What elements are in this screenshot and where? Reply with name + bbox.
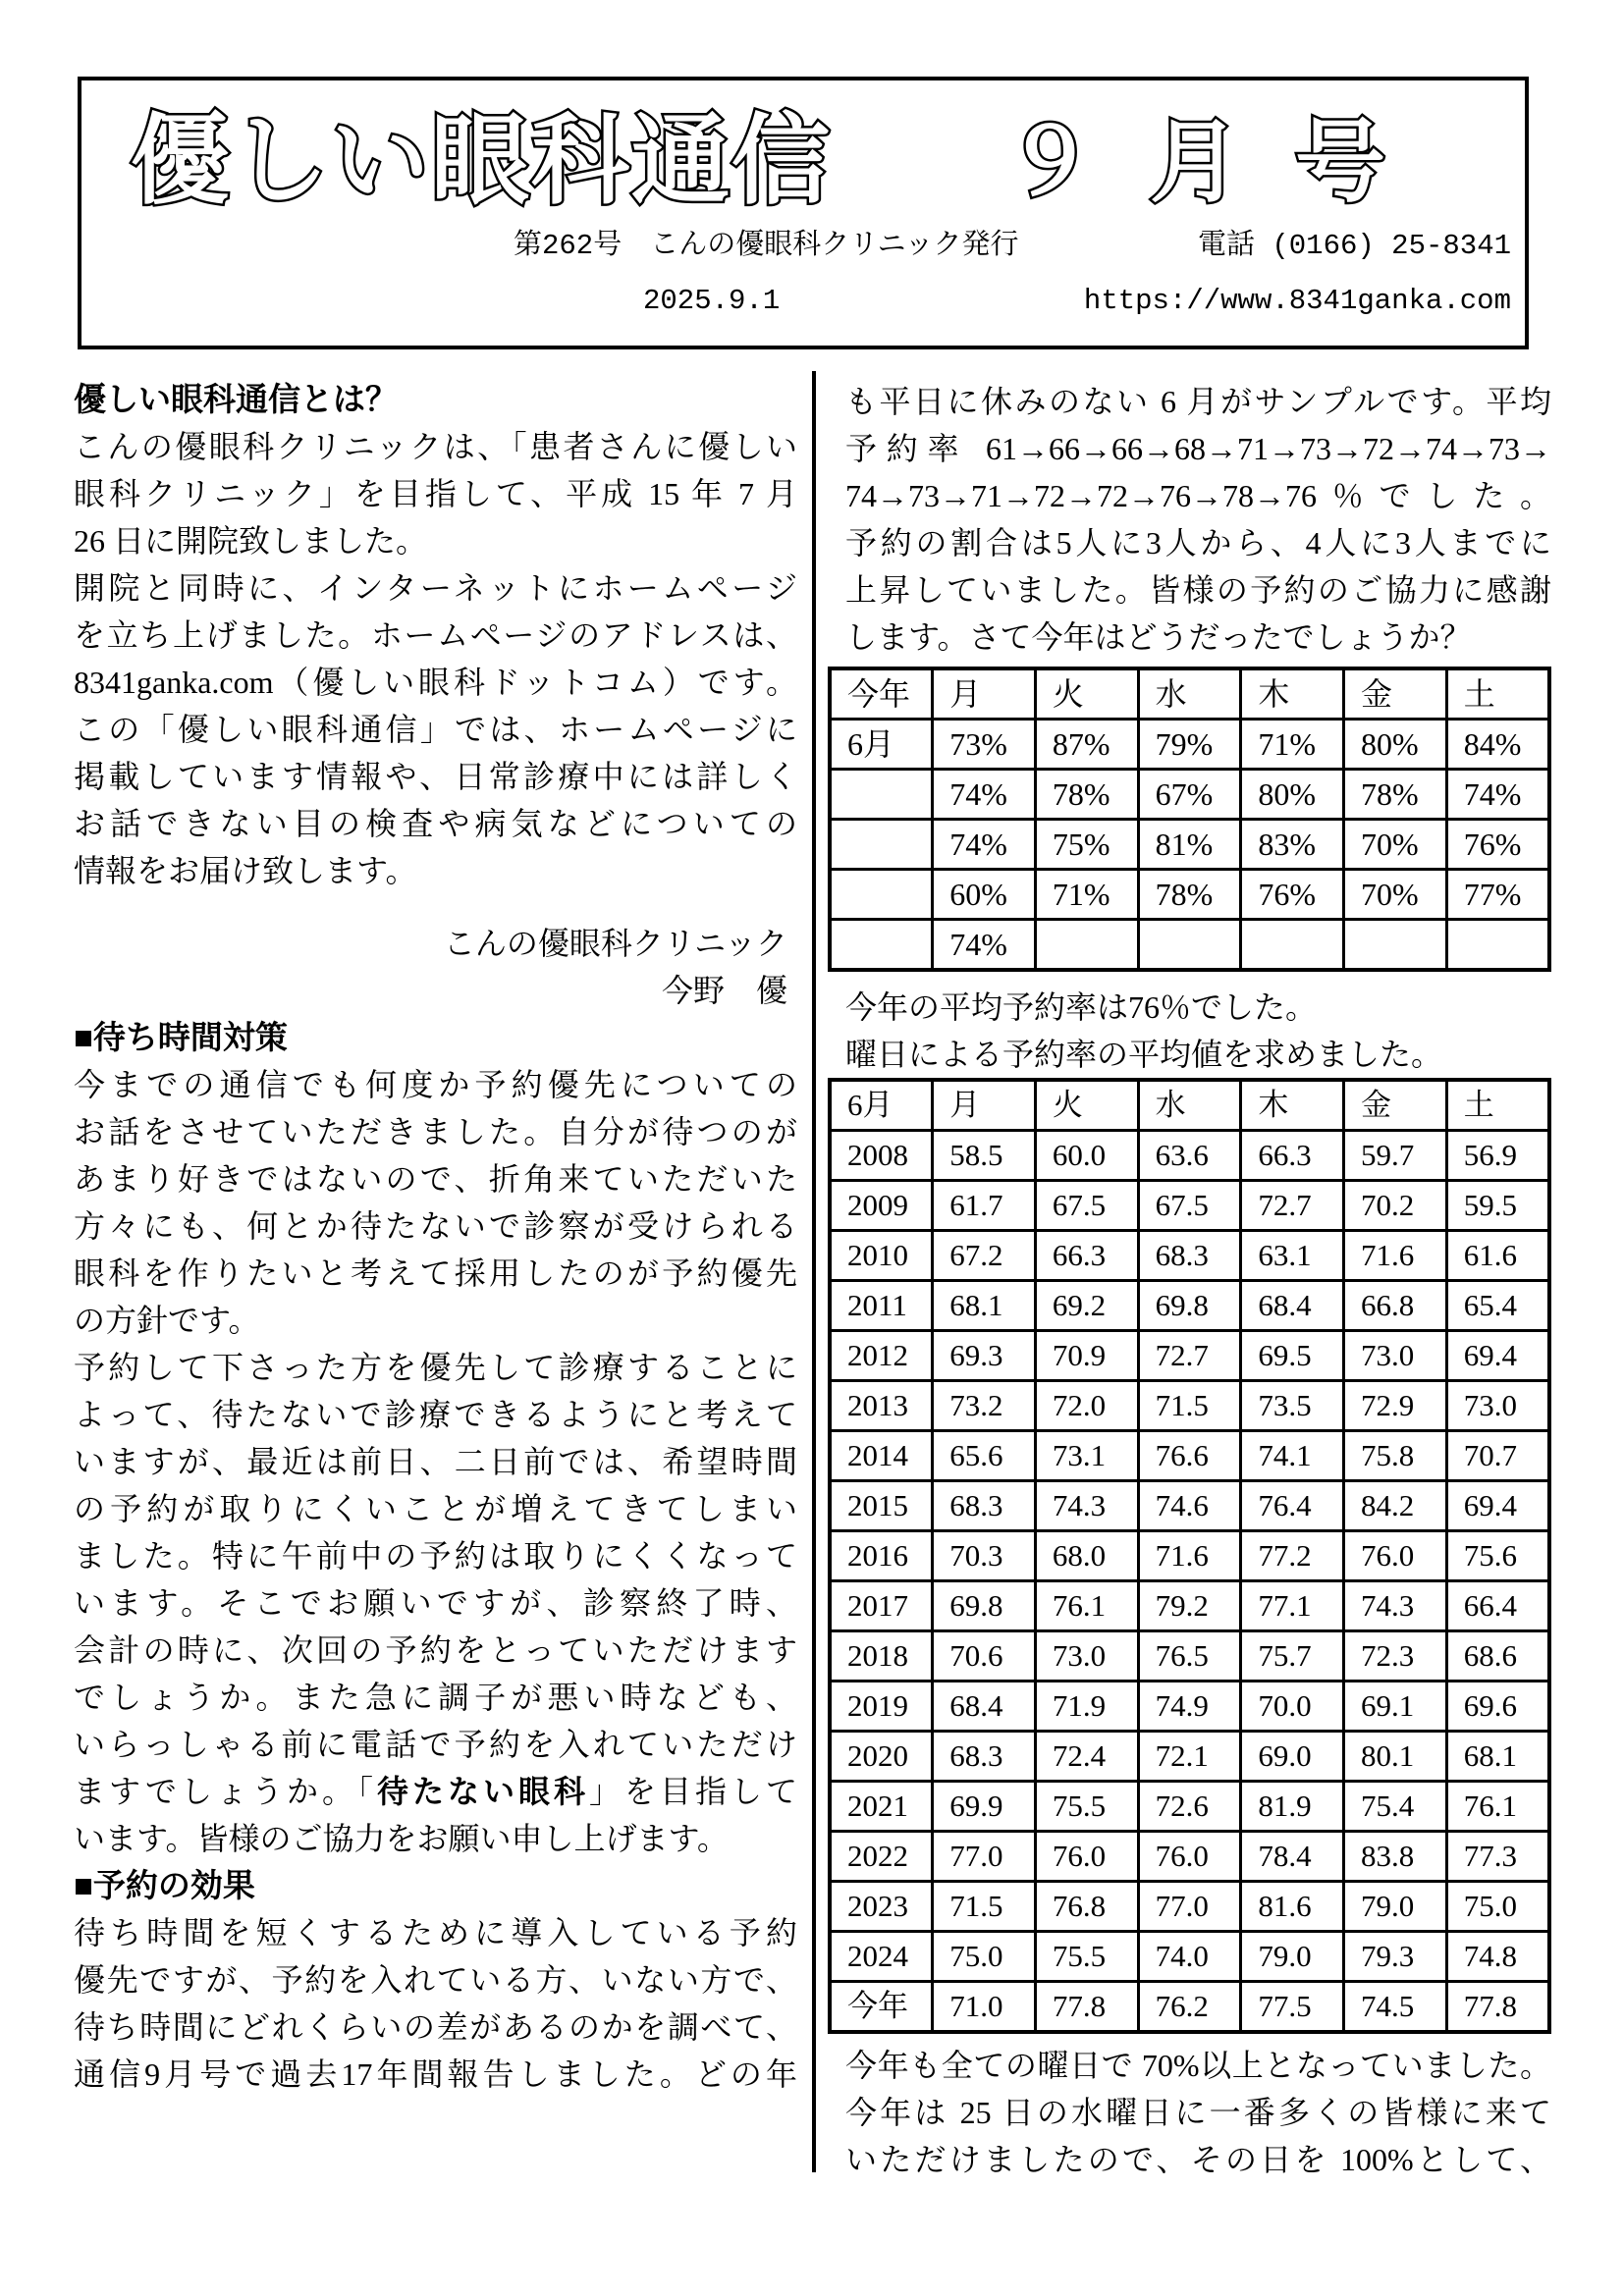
table-cell: 2017 [830, 1581, 933, 1631]
table-cell: 71.0 [933, 1982, 1036, 2033]
table-cell: 74.1 [1241, 1431, 1344, 1481]
table-cell: 2008 [830, 1131, 933, 1181]
text-line: 今年も全ての曜日で 70%以上となっていました。 [845, 2048, 1551, 2083]
text-line: お話できない目の検査や病気などについての [74, 806, 797, 841]
table-cell: 72.1 [1138, 1732, 1241, 1782]
table-cell: 68.0 [1035, 1531, 1138, 1581]
table-cell: 77.2 [1241, 1531, 1344, 1581]
table-cell: 77.1 [1241, 1581, 1344, 1631]
table-cell: 77.3 [1446, 1832, 1549, 1882]
table-cell: 68.1 [933, 1281, 1036, 1331]
table-cell: 木 [1241, 668, 1344, 720]
table-cell: 83% [1241, 820, 1344, 870]
text-line: あまり好きではないので、折角来ていただいた [74, 1161, 797, 1197]
table-cell: 69.4 [1446, 1331, 1549, 1381]
table-cell: 月 [933, 1080, 1036, 1131]
text-line: いますが、最近は前日、二日前では、希望時間 [74, 1444, 797, 1479]
table-cell: 74.6 [1138, 1481, 1241, 1531]
table-cell: 77.8 [1035, 1982, 1138, 2033]
table-cell: 75.0 [933, 1932, 1036, 1982]
table-cell: 80% [1241, 770, 1344, 820]
table-cell: 61.7 [933, 1181, 1036, 1231]
table-cell: 60% [933, 870, 1036, 920]
table-cell: 79% [1138, 720, 1241, 770]
text-line: 方々にも、何とか待たないで診察が受けられる [74, 1208, 797, 1244]
table-cell: 81.9 [1241, 1782, 1344, 1832]
table-cell: 76.1 [1446, 1782, 1549, 1832]
text-line: します。さて今年はどうだったでしょうか？ [845, 619, 1472, 655]
text-line: 予約率 61→66→66→68→71→73→72→74→73→ [845, 431, 1551, 466]
table-row [830, 720, 1549, 770]
table-cell: 73.0 [1344, 1331, 1447, 1381]
table-cell: 2016 [830, 1531, 933, 1581]
table-cell: 68.3 [933, 1481, 1036, 1531]
table-cell: 78% [1344, 770, 1447, 820]
table-cell: 72.4 [1035, 1732, 1138, 1782]
table-cell: 2023 [830, 1882, 933, 1932]
table-cell: 76% [1446, 820, 1549, 870]
text-line: いただけましたので、その日を 100%として、 [845, 2142, 1551, 2177]
table-cell: 76.4 [1241, 1481, 1344, 1531]
intro-paragraphs [828, 378, 1551, 661]
text-line: 眼科を作りたいと考えて採用したのが予約優先 [74, 1255, 797, 1291]
table-cell: 77.8 [1446, 1982, 1549, 2033]
table-cell: 6月 [830, 1080, 933, 1131]
table-cell: 79.0 [1344, 1882, 1447, 1932]
table-cell: 2009 [830, 1181, 933, 1231]
table-cell: 土 [1446, 668, 1549, 720]
table-cell: 66.8 [1344, 1281, 1447, 1331]
table-cell: 69.9 [933, 1782, 1036, 1832]
table-cell: 63.1 [1241, 1231, 1344, 1281]
table-cell: 2018 [830, 1631, 933, 1682]
table-cell: 76% [1241, 870, 1344, 920]
table-cell: 77.0 [1138, 1882, 1241, 1932]
table-cell: 65.6 [933, 1431, 1036, 1481]
table-cell: 67% [1138, 770, 1241, 820]
table-cell: 79.0 [1241, 1932, 1344, 1982]
table-cell: 78% [1035, 770, 1138, 820]
table-cell: 69.0 [1241, 1732, 1344, 1782]
table-cell: 74% [933, 820, 1036, 870]
text-line: の方針です。 [74, 1303, 260, 1338]
table-cell: 71.5 [933, 1882, 1036, 1932]
issue-number-line: 第262号 こんの優眼科クリニック発行 [514, 230, 1019, 262]
table-cell: 59.5 [1446, 1181, 1549, 1231]
table-row [830, 920, 1549, 971]
table-cell: 69.8 [1138, 1281, 1241, 1331]
table-cell: 74% [933, 770, 1036, 820]
table-cell: 56.9 [1446, 1131, 1549, 1181]
text-line: 通信9月号で過去17年間報告しました。どの年 [74, 2056, 797, 2092]
table-cell: 68.4 [933, 1682, 1036, 1732]
table-cell: 68.4 [1241, 1281, 1344, 1331]
table-row [830, 1732, 1549, 1782]
table-cell: 今年 [830, 1982, 933, 2033]
table-cell: 71.9 [1035, 1682, 1138, 1732]
table-cell: 70% [1344, 820, 1447, 870]
table-cell: 76.2 [1138, 1982, 1241, 2033]
table-cell: 75.8 [1344, 1431, 1447, 1481]
text-line: 情報をお届け致します。 [74, 853, 417, 888]
website-url: https://www.8341ganka.com [1083, 285, 1511, 317]
table-cell: 73.5 [1241, 1381, 1344, 1431]
table-cell: 75.0 [1446, 1882, 1549, 1932]
table-cell: 83.8 [1344, 1832, 1447, 1882]
table-cell: 74.9 [1138, 1682, 1241, 1732]
text-line: でしょうか。また急に調子が悪い時なども、 [74, 1680, 797, 1715]
table-cell: 72.6 [1138, 1782, 1241, 1832]
table-cell: 72.7 [1241, 1181, 1344, 1231]
table-cell: 2021 [830, 1782, 933, 1832]
table-row [830, 1631, 1549, 1682]
table-row [830, 1932, 1549, 1982]
table-cell: 65.4 [1446, 1281, 1549, 1331]
table-cell: 61.6 [1446, 1231, 1549, 1281]
table-cell: 70% [1344, 870, 1447, 920]
table-row [830, 1181, 1549, 1231]
table-cell [830, 870, 933, 920]
section-heading-wait-time: ■待ち時間対策 [74, 1019, 288, 1055]
table-cell: 75.4 [1344, 1782, 1447, 1832]
table-cell: 70.3 [933, 1531, 1036, 1581]
table-cell: 79.2 [1138, 1581, 1241, 1631]
table-row [830, 1882, 1549, 1932]
table-cell: 75% [1035, 820, 1138, 870]
table-cell: 66.3 [1241, 1131, 1344, 1181]
table-cell [830, 920, 933, 971]
table-cell: 金 [1344, 1080, 1447, 1131]
table-cell: 72.0 [1035, 1381, 1138, 1431]
table-row [830, 1832, 1549, 1882]
table-cell: 87% [1035, 720, 1138, 770]
table-cell: 67.5 [1035, 1181, 1138, 1231]
text-line: 優先ですが、予約を入れている方、いない方で、 [74, 1962, 797, 1998]
text-line: 眼科クリニック」を目指して、平成 15 年 7 月 [74, 476, 797, 511]
text-line: ました。特に午前中の予約は取りにくくなって [74, 1538, 797, 1574]
table-cell: 74.0 [1138, 1932, 1241, 1982]
table-cell: 水 [1138, 668, 1241, 720]
table-cell: 2022 [830, 1832, 933, 1882]
text-line: います。皆様のご協力をお願い申し上げます。 [74, 1821, 729, 1856]
table-cell: 63.6 [1138, 1131, 1241, 1181]
table-cell: 84% [1446, 720, 1549, 770]
table-cell: 71.6 [1344, 1231, 1447, 1281]
table-cell: 69.8 [933, 1581, 1036, 1631]
table-cell: 72.3 [1344, 1631, 1447, 1682]
newsletter-title: 優しい眼科通信 [131, 106, 832, 216]
table-cell: 2011 [830, 1281, 933, 1331]
table-cell: 68.6 [1446, 1631, 1549, 1682]
table-cell: 74.3 [1035, 1481, 1138, 1531]
header-box [78, 77, 1529, 349]
table-cell: 68.3 [933, 1732, 1036, 1782]
right-column [828, 378, 1551, 2183]
text-line: 掲載しています情報や、日常診療中には詳しく [74, 759, 797, 794]
table-cell: 75.6 [1446, 1531, 1549, 1581]
weekday-average-note: 曜日による予約率の平均値を求めました。 [845, 1037, 1443, 1072]
table-cell: 77.5 [1241, 1982, 1344, 2033]
table-cell: 土 [1446, 1080, 1549, 1131]
issue-month-badge: ９月号 [1004, 113, 1441, 213]
table-cell: 2024 [830, 1932, 933, 1982]
about-paragraphs [74, 423, 797, 894]
table-cell [1138, 920, 1241, 971]
table-cell: 80% [1344, 720, 1447, 770]
table-cell: 76.0 [1035, 1832, 1138, 1882]
text-line: 上昇していました。皆様の予約のご協力に感謝 [845, 572, 1551, 608]
table-cell: 76.0 [1344, 1531, 1447, 1581]
text-line: 74→73→71→72→72→76→78→76％でした。 [845, 478, 1551, 513]
table-cell: 84.2 [1344, 1481, 1447, 1531]
table-cell: 6月 [830, 720, 933, 770]
table-cell: 68.3 [1138, 1231, 1241, 1281]
table-row [830, 1682, 1549, 1732]
text-line: 待ち時間を短くするために導入している予約 [74, 1915, 797, 1950]
table-cell: 71% [1241, 720, 1344, 770]
table-cell: 69.3 [933, 1331, 1036, 1381]
reservation-rate-table-by-year [828, 1078, 1551, 2034]
table-cell: 59.7 [1344, 1131, 1447, 1181]
table-cell: 76.8 [1035, 1882, 1138, 1932]
text-line: こんの優眼科クリニックは、「患者さんに優しい [74, 429, 797, 464]
table-cell: 2014 [830, 1431, 933, 1481]
table-cell [830, 820, 933, 870]
table-cell [1344, 920, 1447, 971]
text-line: 26 日に開院致しました。 [74, 523, 428, 559]
text-line: 開院と同時に、インターネットにホームページ [74, 570, 797, 606]
text-line: 今までの通信でも何度か予約優先についての [74, 1067, 797, 1102]
table-cell: 69.1 [1344, 1682, 1447, 1732]
table-cell: 71% [1035, 870, 1138, 920]
text-line: この「優しい眼科通信」では、ホームページに [74, 712, 797, 747]
table-row [830, 668, 1549, 720]
table-cell: 70.6 [933, 1631, 1036, 1682]
table-cell: 火 [1035, 668, 1138, 720]
table-cell: 火 [1035, 1080, 1138, 1131]
table-cell: 2010 [830, 1231, 933, 1281]
table-row [830, 1982, 1549, 2033]
table-row [830, 820, 1549, 870]
table-row [830, 1581, 1549, 1631]
text-line: お話をさせていただきました。自分が待つのが [74, 1114, 797, 1149]
table-row [830, 1231, 1549, 1281]
table-row [830, 1131, 1549, 1181]
table-row [830, 1431, 1549, 1481]
table-cell: 76.0 [1138, 1832, 1241, 1882]
text-line: 8341ganka.com（優しい眼科ドットコム）です。 [74, 665, 797, 700]
table-cell: 77.0 [933, 1832, 1036, 1882]
table-row [830, 1531, 1549, 1581]
table-cell: 73.2 [933, 1381, 1036, 1431]
issue-date: 2025.9.1 [643, 285, 781, 317]
table-cell: 2015 [830, 1481, 933, 1531]
table-row [830, 1381, 1549, 1431]
table-cell: 今年 [830, 668, 933, 720]
text-line: よって、待たないで診療できるようにと考えて [74, 1397, 797, 1432]
table-cell: 68.1 [1446, 1732, 1549, 1782]
table-cell: 66.3 [1035, 1231, 1138, 1281]
table-cell: 水 [1138, 1080, 1241, 1131]
table-cell: 75.5 [1035, 1782, 1138, 1832]
table-row [830, 1331, 1549, 1381]
table-cell: 74% [933, 920, 1036, 971]
table-cell: 74.5 [1344, 1982, 1447, 2033]
table-cell: 2019 [830, 1682, 933, 1732]
table-cell: 66.4 [1446, 1581, 1549, 1631]
table-row [830, 1281, 1549, 1331]
table-cell [1446, 920, 1549, 971]
text-line: 会計の時に、次回の予約をとっていただけます [74, 1632, 797, 1668]
table-cell: 67.2 [933, 1231, 1036, 1281]
text-line: も平日に休みのない 6 月がサンプルです。平均 [845, 384, 1551, 419]
table-cell: 69.6 [1446, 1682, 1549, 1732]
effect-paragraphs [74, 1909, 797, 2098]
table-cell: 78% [1138, 870, 1241, 920]
table-cell: 70.7 [1446, 1431, 1549, 1481]
table-cell: 72.9 [1344, 1381, 1447, 1431]
outro-paragraphs [828, 2042, 1551, 2183]
table-cell: 70.0 [1241, 1682, 1344, 1732]
table-row [830, 770, 1549, 820]
table-cell: 74% [1446, 770, 1549, 820]
table-cell: 76.1 [1035, 1581, 1138, 1631]
table-cell: 78.4 [1241, 1832, 1344, 1882]
signature-clinic: こんの優眼科クリニック [443, 926, 787, 961]
table-row [830, 1782, 1549, 1832]
table-cell: 74.3 [1344, 1581, 1447, 1631]
column-divider [812, 371, 816, 2172]
table-cell: 79.3 [1344, 1932, 1447, 1982]
text-line: 待ち時間にどれくらいの差があるのかを調べて、 [74, 2009, 797, 2045]
table-cell: 77% [1446, 870, 1549, 920]
table-cell: 73.0 [1446, 1381, 1549, 1431]
table-cell: 75.5 [1035, 1932, 1138, 1982]
table-cell: 58.5 [933, 1131, 1036, 1181]
table-cell: 80.1 [1344, 1732, 1447, 1782]
wait-time-paragraphs [74, 1061, 797, 1862]
table-cell [1241, 920, 1344, 971]
table-cell: 67.5 [1138, 1181, 1241, 1231]
table-cell: 81% [1138, 820, 1241, 870]
section-heading-about: 優しい眼科通信とは？ [74, 381, 398, 417]
text-line: 今年は 25 日の水曜日に一番多くの皆様に来て [845, 2095, 1551, 2130]
table-cell: 73.0 [1035, 1631, 1138, 1682]
section-heading-effect: ■予約の効果 [74, 1867, 255, 1903]
table-cell: 74.8 [1446, 1932, 1549, 1982]
text-line: ますでしょうか。「待たない眼科」を目指して [74, 1774, 797, 1809]
phone-number: 電話 (0166) 25-8341 [1197, 230, 1511, 262]
table-cell: 2020 [830, 1732, 933, 1782]
table-cell: 70.2 [1344, 1181, 1447, 1231]
reservation-rate-table-this-year [828, 667, 1551, 972]
table-cell: 70.9 [1035, 1331, 1138, 1381]
table-cell: 71.6 [1138, 1531, 1241, 1581]
text-line: の予約が取りにくいことが増えてきてしまい [74, 1491, 797, 1526]
signature-block [74, 920, 797, 1014]
table-cell: 81.6 [1241, 1882, 1344, 1932]
left-column [74, 376, 797, 2098]
table-row [830, 870, 1549, 920]
table-cell: 2013 [830, 1381, 933, 1431]
signature-name: 今野 優 [661, 973, 787, 1008]
table-cell: 69.2 [1035, 1281, 1138, 1331]
table-cell [830, 770, 933, 820]
table-cell: 73.1 [1035, 1431, 1138, 1481]
table-cell: 金 [1344, 668, 1447, 720]
text-line: 予約の割合は5人に3人から、4人に3人までに [845, 525, 1551, 561]
table-cell: 72.7 [1138, 1331, 1241, 1381]
table-cell: 76.6 [1138, 1431, 1241, 1481]
table-cell: 69.4 [1446, 1481, 1549, 1531]
text-line: います。そこでお願いですが、診察終了時、 [74, 1585, 797, 1621]
average-rate-note: 今年の平均予約率は76％でした。 [845, 989, 1318, 1025]
text-line: 予約して下さった方を優先して診療することに [74, 1350, 797, 1385]
table-cell: 60.0 [1035, 1131, 1138, 1181]
table-cell: 69.5 [1241, 1331, 1344, 1381]
text-line: いらっしゃる前に電話で予約を入れていただけ [74, 1727, 797, 1762]
table-cell: 76.5 [1138, 1631, 1241, 1682]
table-cell: 2012 [830, 1331, 933, 1381]
table-cell: 月 [933, 668, 1036, 720]
table-cell [1035, 920, 1138, 971]
table-row [830, 1080, 1549, 1131]
table-cell: 71.5 [1138, 1381, 1241, 1431]
table-cell: 75.7 [1241, 1631, 1344, 1682]
table-cell: 木 [1241, 1080, 1344, 1131]
table-cell: 73% [933, 720, 1036, 770]
text-line: を立ち上げました。ホームページのアドレスは、 [74, 617, 797, 653]
table-row [830, 1481, 1549, 1531]
